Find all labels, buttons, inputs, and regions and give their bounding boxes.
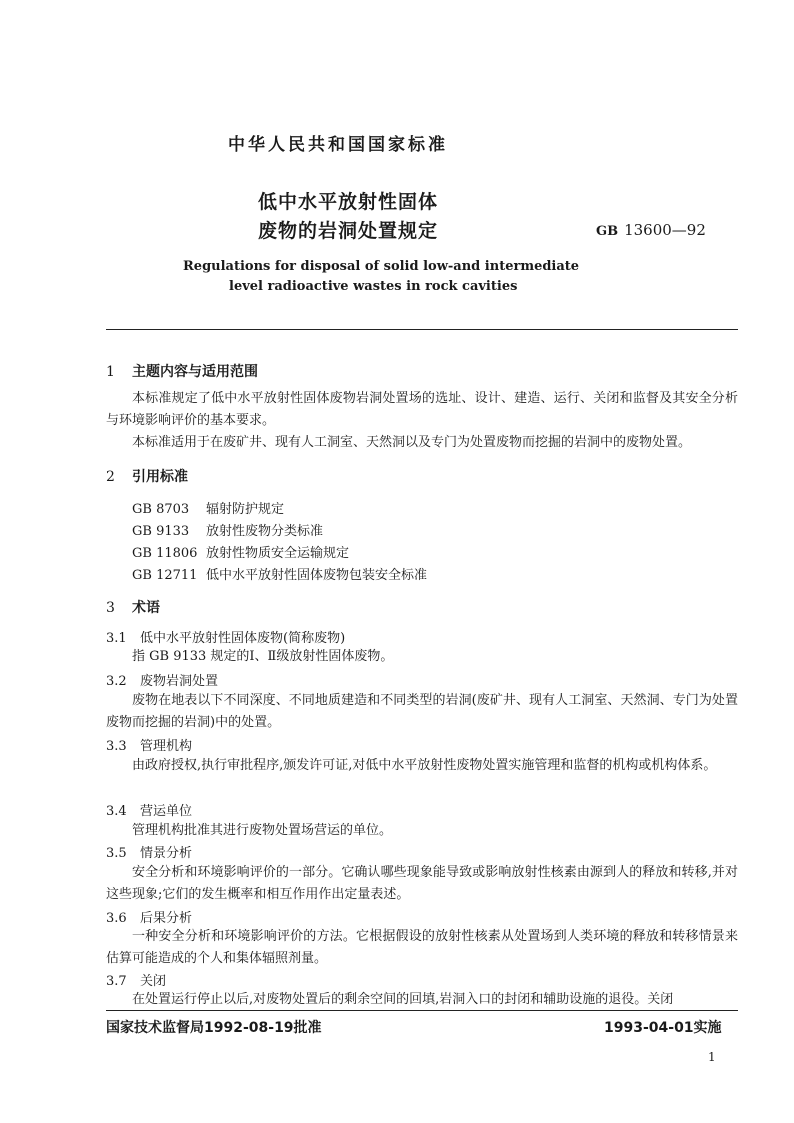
section-title: 术语 [132, 600, 160, 616]
term-title: 管理机构 [140, 739, 193, 754]
term-title: 废物岩洞处置 [140, 674, 219, 689]
header-divider [106, 329, 738, 330]
section-heading [106, 597, 160, 617]
reference-code: GB 9133 [132, 524, 190, 539]
term-definition: 在处置运行停止以后,对废物处置后的剩余空间的回填,岩洞入口的封闭和辅助设施的退役。关闭 [132, 992, 674, 1007]
section-number: 2 [106, 469, 115, 485]
doc-title-line1: 低中水平放射性固体 [258, 191, 439, 213]
term-title: 情景分析 [140, 846, 193, 861]
standard-code: 13600—92 [624, 221, 706, 239]
section-number: 1 [106, 364, 115, 380]
reference-item [132, 564, 427, 583]
reference-code: GB 11806 [132, 546, 198, 561]
term-number: 3.2 [106, 674, 127, 689]
reference-name: 低中水平放射性固体废物包装安全标准 [206, 568, 428, 583]
section-heading [106, 466, 188, 486]
term-heading [106, 970, 166, 989]
reference-name: 辐射防护规定 [206, 502, 285, 517]
term-definition: 由政府授权,执行审批程序,颁发许可证,对低中水平放射性废物处置实施管理和监督的机构或机构体系。 [132, 758, 717, 773]
term-heading [106, 907, 192, 926]
reference-item [132, 520, 323, 539]
term-heading [106, 670, 218, 689]
term-title: 低中水平放射性固体废物(简称废物) [140, 631, 346, 646]
term-heading [106, 842, 192, 861]
approval-note: 国家技术监督局1992-08-19批准 [106, 1020, 322, 1036]
term-title: 后果分析 [140, 911, 193, 926]
section-heading [106, 361, 258, 381]
national-standard-label: 中华人民共和国国家标准 [228, 135, 448, 155]
term-number: 3.4 [106, 804, 127, 819]
term-heading [106, 735, 192, 754]
reference-code: GB 12711 [132, 568, 198, 583]
reference-code: GB 8703 [132, 502, 190, 517]
footer-divider [106, 1010, 738, 1011]
term-definition: 安全分析和环境影响评价的一部分。它确认哪些现象能导致或影响放射性核素由源到人的释放和转移,并对这些现象;它们的发生概率和相互作用作出定量表述。 [106, 865, 738, 902]
section-title: 主题内容与适用范围 [132, 364, 258, 380]
term-number: 3.5 [106, 846, 127, 861]
section-title: 引用标准 [132, 469, 188, 485]
term-heading [106, 627, 345, 646]
term-number: 3.3 [106, 739, 127, 754]
term-title: 关闭 [140, 974, 167, 989]
term-title: 营运单位 [140, 804, 193, 819]
term-definition: 指 GB 9133 规定的Ⅰ、Ⅱ级放射性固体废物。 [132, 649, 394, 664]
english-title-line2: level radioactive wastes in rock cavities [229, 279, 518, 294]
section1-para2: 本标准适用于在废矿井、现有人工洞室、天然洞以及专门为处置废物而挖掘的岩洞中的废物处置。 [132, 435, 692, 450]
reference-item [132, 542, 349, 561]
term-definition: 废物在地表以下不同深度、不同地质建造和不同类型的岩洞(废矿井、现有人工洞室、天然洞、专门为处置废物而挖掘的岩洞)中的处置。 [106, 693, 738, 730]
page-number: 1 [708, 1050, 716, 1064]
reference-name: 放射性物质安全运输规定 [206, 546, 350, 561]
section1-para1: 本标准规定了低中水平放射性固体废物岩洞处置场的选址、设计、建造、运行、关闭和监督及其安全分析与环境影响评价的基本要求。 [106, 391, 738, 428]
term-definition: 一种安全分析和环境影响评价的方法。它根据假设的放射性核素从处置场到人类环境的释放和转移情景来估算可能造成的个人和集体辐照剂量。 [106, 929, 738, 966]
effective-date: 1993-04-01实施 [604, 1020, 722, 1036]
english-title-line1: Regulations for disposal of solid low-and intermediate [183, 259, 580, 274]
term-heading [106, 800, 192, 819]
term-number: 3.6 [106, 911, 127, 926]
reference-name: 放射性废物分类标准 [206, 524, 324, 539]
doc-title-line2: 废物的岩洞处置规定 [258, 220, 439, 242]
term-number: 3.7 [106, 974, 127, 989]
standard-prefix: GB [596, 224, 619, 239]
term-number: 3.1 [106, 631, 127, 646]
section-number: 3 [106, 600, 115, 616]
term-definition: 管理机构批准其进行废物处置场营运的单位。 [132, 823, 393, 838]
standard-number [596, 221, 706, 239]
reference-item [132, 498, 284, 517]
